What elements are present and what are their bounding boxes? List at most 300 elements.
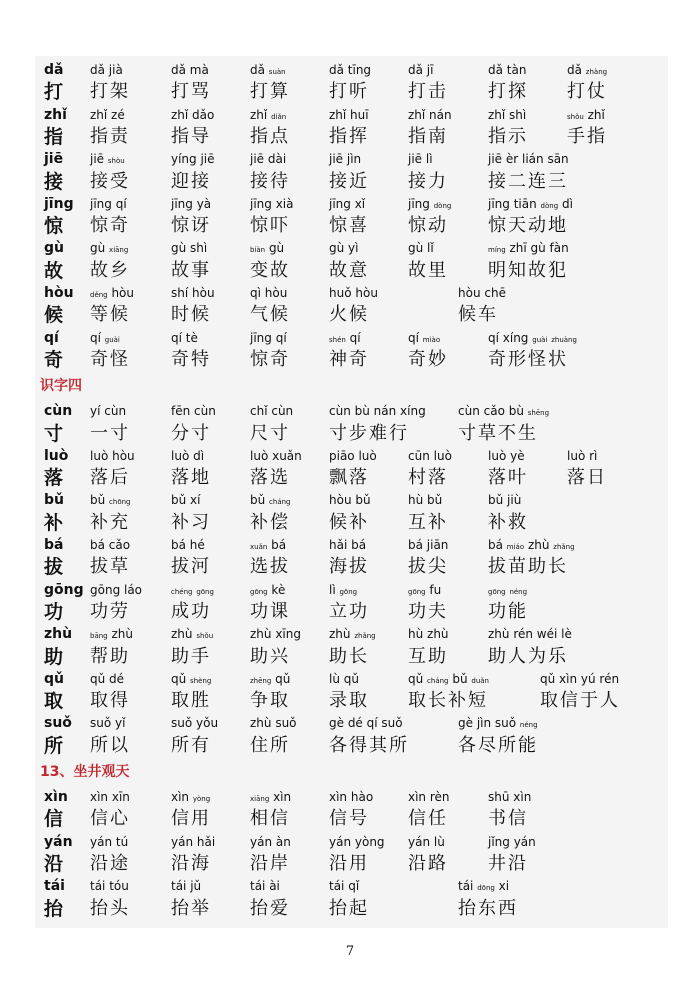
word-pinyin <box>329 712 403 734</box>
head-character-cell <box>44 304 65 327</box>
pinyin-segment: zhù suǒ <box>250 716 297 731</box>
word-pinyin <box>329 623 376 647</box>
pinyin-segment: jīng xià <box>250 196 294 211</box>
word-cell <box>329 601 369 623</box>
word-pinyin <box>171 831 215 853</box>
pinyin-segment: zhǐ nán <box>408 107 452 122</box>
word-pinyin <box>90 400 126 422</box>
word-cell <box>540 690 620 712</box>
word: 打仗 <box>567 81 607 103</box>
word: 故乡 <box>90 259 130 281</box>
word-pinyin <box>488 148 569 170</box>
pinyin-segment: chéng <box>171 587 193 596</box>
word-cell <box>250 126 290 148</box>
word: 助长 <box>329 645 369 667</box>
word-pinyin <box>408 623 449 645</box>
pinyin-segment: yán lù <box>408 834 445 849</box>
pinyin-segment: bǔ <box>250 493 270 508</box>
word-pinyin <box>408 327 440 351</box>
word-pinyin <box>171 489 200 511</box>
word-cell <box>171 81 211 103</box>
word-cell <box>329 304 369 326</box>
head-pinyin <box>44 400 72 422</box>
hanzi-row <box>0 349 633 371</box>
head-character-cell <box>44 512 65 535</box>
word: 村落 <box>408 467 448 489</box>
word-cell <box>90 735 130 757</box>
pinyin-segment: shū xìn <box>488 790 532 804</box>
word-pinyin <box>408 786 450 808</box>
word-pinyin <box>408 237 434 259</box>
word: 落选 <box>250 467 290 489</box>
word-cell <box>90 349 130 371</box>
word-cell <box>171 423 211 445</box>
word-pinyin <box>171 237 207 259</box>
word-cell <box>90 467 130 489</box>
word-cell <box>488 81 528 103</box>
pinyin-segment: lì <box>329 582 340 597</box>
word-pinyin <box>90 104 125 126</box>
word-pinyin <box>250 237 284 261</box>
pinyin-row <box>0 668 633 690</box>
word: 所有 <box>171 734 211 756</box>
word-cell <box>90 512 130 534</box>
word: 取胜 <box>171 690 211 712</box>
word-pinyin <box>329 786 373 808</box>
word-pinyin <box>171 400 216 422</box>
pinyin-segment: xiāng <box>109 246 129 255</box>
pinyin-segment: jiē èr lián sān <box>488 152 569 167</box>
word-cell <box>250 423 290 445</box>
word: 信任 <box>408 808 448 830</box>
word-pinyin <box>329 148 361 170</box>
head-character: 助 <box>44 645 66 668</box>
word-pinyin <box>329 59 371 81</box>
head-pinyin <box>44 579 84 601</box>
word: 功劳 <box>90 600 130 622</box>
pinyin-row <box>0 445 633 467</box>
word-pinyin <box>171 534 205 556</box>
pinyin-segment: néng <box>519 721 538 730</box>
word-pinyin <box>171 104 214 126</box>
pinyin-segment: zhǐ <box>250 107 272 122</box>
pinyin-segment: suǒ yǐ <box>90 716 126 731</box>
pinyin-segment: zhǐ <box>44 106 67 123</box>
pinyin-segment: dòng <box>540 201 559 210</box>
pinyin-segment: zhuàng <box>551 335 577 344</box>
pinyin-segment: luò <box>44 447 69 464</box>
head-pinyin <box>44 534 63 556</box>
head-character-cell <box>44 260 65 283</box>
pinyin-segment: dōng <box>477 884 495 893</box>
word: 取信于人 <box>540 690 620 712</box>
pinyin-segment: duǎn <box>471 676 489 685</box>
word: 功夫 <box>408 600 448 622</box>
word-pinyin <box>488 237 569 261</box>
pinyin-segment: gù <box>265 241 285 256</box>
word-pinyin <box>329 831 385 853</box>
head-character: 补 <box>44 511 66 534</box>
word: 接二连三 <box>488 170 568 192</box>
pinyin-segment: dǎ mà <box>171 63 209 77</box>
word-pinyin <box>329 237 358 259</box>
pinyin-segment: zhǐ shì <box>488 107 527 122</box>
pinyin-segment: hòu <box>44 285 74 301</box>
word: 功课 <box>250 600 290 622</box>
head-character: 候 <box>44 304 66 327</box>
word-pinyin <box>90 712 125 734</box>
word-cell <box>488 601 528 623</box>
pinyin-segment: qí <box>44 329 59 346</box>
word-cell <box>90 601 130 623</box>
word-pinyin <box>171 445 204 467</box>
word: 迎接 <box>171 170 211 192</box>
word-pinyin <box>408 104 452 126</box>
word-cell <box>567 81 607 103</box>
word: 接受 <box>90 170 130 192</box>
pinyin-segment: zhù <box>107 627 133 642</box>
pinyin-segment: zhǎng <box>553 543 575 551</box>
word-pinyin <box>329 193 365 215</box>
pinyin-segment: hòu bǔ <box>329 493 371 508</box>
word-cell <box>250 601 290 623</box>
word-pinyin <box>250 193 294 215</box>
pinyin-segment: jīng qí <box>250 330 287 345</box>
word: 争取 <box>250 690 290 712</box>
pinyin-segment: qí tè <box>171 330 198 345</box>
word-cell <box>329 735 409 757</box>
head-pinyin <box>44 623 72 645</box>
pinyin-segment: dǎ <box>250 63 269 77</box>
word-cell <box>329 126 369 148</box>
word-cell <box>329 853 369 875</box>
pinyin-segment: lù qǔ <box>329 671 359 686</box>
word-cell <box>488 349 568 371</box>
pinyin-segment: yán yòng <box>329 834 385 849</box>
word-pinyin <box>90 579 142 601</box>
word: 指南 <box>408 125 448 147</box>
word-cell <box>171 601 211 623</box>
word: 候车 <box>458 304 498 326</box>
word: 信号 <box>329 808 369 830</box>
pinyin-segment: suàn <box>268 68 286 76</box>
pinyin-segment: zhù xīng <box>250 627 301 642</box>
pinyin-segment: xìn <box>171 790 193 804</box>
word: 接待 <box>250 170 290 192</box>
word-cell <box>90 646 130 668</box>
word: 火候 <box>329 304 369 326</box>
pinyin-segment: xi <box>494 879 510 894</box>
word-pinyin <box>329 327 361 351</box>
pinyin-segment: hòu <box>107 286 135 300</box>
head-pinyin <box>44 327 59 349</box>
word: 住所 <box>250 734 290 756</box>
pinyin-segment: xìn hào <box>329 790 374 804</box>
word-cell <box>250 690 290 712</box>
word-cell <box>90 808 130 830</box>
word-cell <box>250 808 290 830</box>
pinyin-segment: tái tóu <box>90 879 129 894</box>
hanzi-row <box>0 423 633 445</box>
word-cell <box>408 853 448 875</box>
pinyin-segment: gōng <box>488 587 506 596</box>
head-character: 落 <box>44 467 66 490</box>
pinyin-row <box>0 237 633 259</box>
section-title: 13、坐井观天 <box>40 764 130 780</box>
word: 补充 <box>90 511 130 533</box>
pinyin-segment: tái ài <box>250 879 280 894</box>
pinyin-segment: jīng tiān <box>488 196 541 211</box>
pinyin-segment: cháng <box>427 676 449 685</box>
word: 拔草 <box>90 556 130 578</box>
pinyin-segment: fēn cùn <box>171 404 216 419</box>
word: 沿路 <box>408 852 448 874</box>
word-pinyin <box>171 148 215 170</box>
word-pinyin <box>250 104 286 128</box>
word-cell <box>90 898 130 920</box>
word-pinyin <box>488 489 521 511</box>
pinyin-segment: suǒ <box>44 715 72 732</box>
pinyin-segment: shǒu <box>567 112 584 121</box>
word: 奇特 <box>171 348 211 370</box>
pinyin-segment: néng <box>509 587 528 596</box>
pinyin-segment: zhù <box>524 538 554 552</box>
pinyin-segment: yán hǎi <box>171 834 216 849</box>
word-cell <box>408 467 448 489</box>
pinyin-segment: yán àn <box>250 834 291 849</box>
head-character: 拔 <box>44 556 66 579</box>
word: 互助 <box>408 645 448 667</box>
hanzi-row <box>0 126 633 148</box>
word-pinyin <box>90 282 134 306</box>
head-character: 指 <box>44 125 66 148</box>
pinyin-segment: jiē lì <box>408 152 433 167</box>
word: 沿途 <box>90 852 130 874</box>
pinyin-segment: qǔ <box>271 671 291 686</box>
word-pinyin <box>171 282 215 304</box>
word-cell <box>488 853 528 875</box>
word: 沿海 <box>171 852 211 874</box>
pinyin-segment: bá hé <box>171 538 205 552</box>
head-pinyin <box>44 489 64 511</box>
word-cell <box>488 215 568 237</box>
head-character-cell <box>44 898 65 921</box>
word-cell <box>171 853 211 875</box>
pinyin-row <box>0 786 633 808</box>
word-cell <box>90 171 130 193</box>
head-character-cell <box>44 215 65 238</box>
word: 指导 <box>171 125 211 147</box>
word: 助人为乐 <box>488 645 568 667</box>
word-pinyin <box>488 193 573 217</box>
word: 接力 <box>408 170 448 192</box>
head-character: 奇 <box>44 348 66 371</box>
word-cell <box>408 690 488 712</box>
word-cell <box>90 690 130 712</box>
word-cell <box>329 171 369 193</box>
word-pinyin <box>329 534 366 556</box>
word-pinyin <box>250 400 293 422</box>
word-cell <box>329 556 369 578</box>
pinyin-row <box>0 193 633 215</box>
word-cell <box>250 171 290 193</box>
word: 抬爱 <box>250 897 290 919</box>
word-cell <box>250 898 290 920</box>
hanzi-row <box>0 690 633 712</box>
head-character-cell <box>44 690 65 713</box>
pinyin-segment: qǔ <box>408 671 428 686</box>
word: 神奇 <box>329 348 369 370</box>
pinyin-segment: jiē dài <box>250 152 287 167</box>
pinyin-segment: guài <box>532 335 548 344</box>
word-cell <box>329 512 369 534</box>
pinyin-segment: chǐ cùn <box>250 404 294 419</box>
word: 候补 <box>329 511 369 533</box>
word-cell <box>171 349 211 371</box>
word-cell <box>488 171 568 193</box>
word-cell <box>329 423 409 445</box>
word: 沿用 <box>329 852 369 874</box>
pinyin-segment: gù lǐ <box>408 241 434 256</box>
word-pinyin <box>250 831 291 853</box>
word-pinyin <box>171 59 209 81</box>
pinyin-row <box>0 623 633 645</box>
pinyin-segment: zhī gù fàn <box>505 241 569 256</box>
pinyin-segment: qí <box>90 330 105 345</box>
word: 惊动 <box>408 215 448 237</box>
pinyin-segment: luò rì <box>567 448 598 463</box>
pinyin-segment: dǎ jī <box>408 63 434 77</box>
word-pinyin <box>171 875 201 897</box>
head-character-cell <box>44 423 65 446</box>
word: 补救 <box>488 511 528 533</box>
word: 打听 <box>329 81 369 103</box>
word: 落日 <box>567 467 607 489</box>
head-character: 取 <box>44 690 66 713</box>
head-character-cell <box>44 556 65 579</box>
hanzi-row <box>0 898 633 920</box>
word: 取长补短 <box>408 690 488 712</box>
hanzi-row <box>0 646 633 668</box>
word-cell <box>567 467 607 489</box>
word-pinyin <box>250 786 291 810</box>
pinyin-segment: kè <box>267 582 286 597</box>
pinyin-segment: xiāng <box>250 795 270 803</box>
word-pinyin <box>458 400 549 424</box>
pinyin-segment: bá <box>267 538 287 552</box>
word-pinyin <box>90 445 135 467</box>
word-pinyin <box>171 786 210 810</box>
word-pinyin <box>171 193 211 215</box>
pinyin-row <box>0 148 633 170</box>
word-pinyin <box>458 282 506 304</box>
word-pinyin <box>90 148 125 172</box>
pinyin-row <box>0 327 633 349</box>
pinyin-segment: guài <box>104 335 120 344</box>
word: 惊奇 <box>90 215 130 237</box>
head-pinyin <box>44 712 72 734</box>
head-character: 故 <box>44 259 66 282</box>
head-character: 打 <box>44 81 66 104</box>
word-cell <box>90 81 130 103</box>
word: 抬举 <box>171 897 211 919</box>
word: 助兴 <box>250 645 290 667</box>
word-cell <box>250 304 290 326</box>
word-pinyin <box>408 579 441 603</box>
pinyin-row <box>0 104 633 126</box>
word-cell <box>567 126 607 148</box>
word-cell <box>171 260 211 282</box>
word-pinyin <box>488 59 526 81</box>
word-pinyin <box>90 193 127 215</box>
hanzi-row <box>0 260 633 282</box>
pinyin-segment: yán tú <box>90 834 129 849</box>
word-cell <box>250 349 290 371</box>
head-pinyin <box>44 104 67 126</box>
word: 时候 <box>171 304 211 326</box>
word: 奇妙 <box>408 348 448 370</box>
pinyin-segment: bǔ <box>90 493 110 508</box>
word-cell <box>250 81 290 103</box>
hanzi-row <box>0 512 633 534</box>
pinyin-segment: gù shì <box>171 241 208 256</box>
word-cell <box>329 646 369 668</box>
pinyin-segment: luò yè <box>488 448 525 463</box>
word-pinyin <box>90 59 123 81</box>
head-pinyin <box>44 445 68 467</box>
head-character-cell <box>44 646 65 669</box>
pinyin-segment: biàn <box>250 246 266 255</box>
pinyin-segment: jīng xǐ <box>329 196 366 211</box>
pinyin-segment: chōng <box>109 498 131 507</box>
word-cell <box>408 126 448 148</box>
word-pinyin <box>171 579 214 603</box>
pinyin-row <box>0 400 633 422</box>
head-pinyin <box>44 148 63 170</box>
word-cell <box>458 735 538 757</box>
pinyin-segment: bá cǎo <box>90 538 131 552</box>
hanzi-row <box>0 601 633 623</box>
hanzi-row <box>0 171 633 193</box>
head-character: 抬 <box>44 897 66 920</box>
pinyin-segment: jīng yà <box>171 196 212 211</box>
word-pinyin <box>329 282 378 304</box>
pinyin-row <box>0 831 633 853</box>
word: 井沿 <box>488 852 528 874</box>
word-cell <box>250 556 290 578</box>
pinyin-segment: yíng jiē <box>171 152 215 167</box>
word: 补偿 <box>250 511 290 533</box>
pinyin-segment: qí xíng <box>488 330 533 345</box>
pinyin-segment: xìn rèn <box>408 790 450 804</box>
word: 故里 <box>408 259 448 281</box>
word: 取得 <box>90 690 130 712</box>
word: 补习 <box>171 511 211 533</box>
word-cell <box>408 349 448 371</box>
pinyin-segment: cūn luò <box>408 448 452 463</box>
pinyin-segment: yán <box>44 833 73 850</box>
hanzi-row <box>0 735 633 757</box>
pinyin-segment: shén <box>329 335 346 344</box>
word-cell <box>408 260 448 282</box>
word: 一寸 <box>90 422 130 444</box>
word: 打算 <box>250 81 290 103</box>
word: 惊奇 <box>250 348 290 370</box>
word: 打探 <box>488 81 528 103</box>
pinyin-segment: zhù <box>171 627 197 642</box>
pinyin-segment: bá <box>44 537 64 553</box>
word-pinyin <box>250 327 287 349</box>
